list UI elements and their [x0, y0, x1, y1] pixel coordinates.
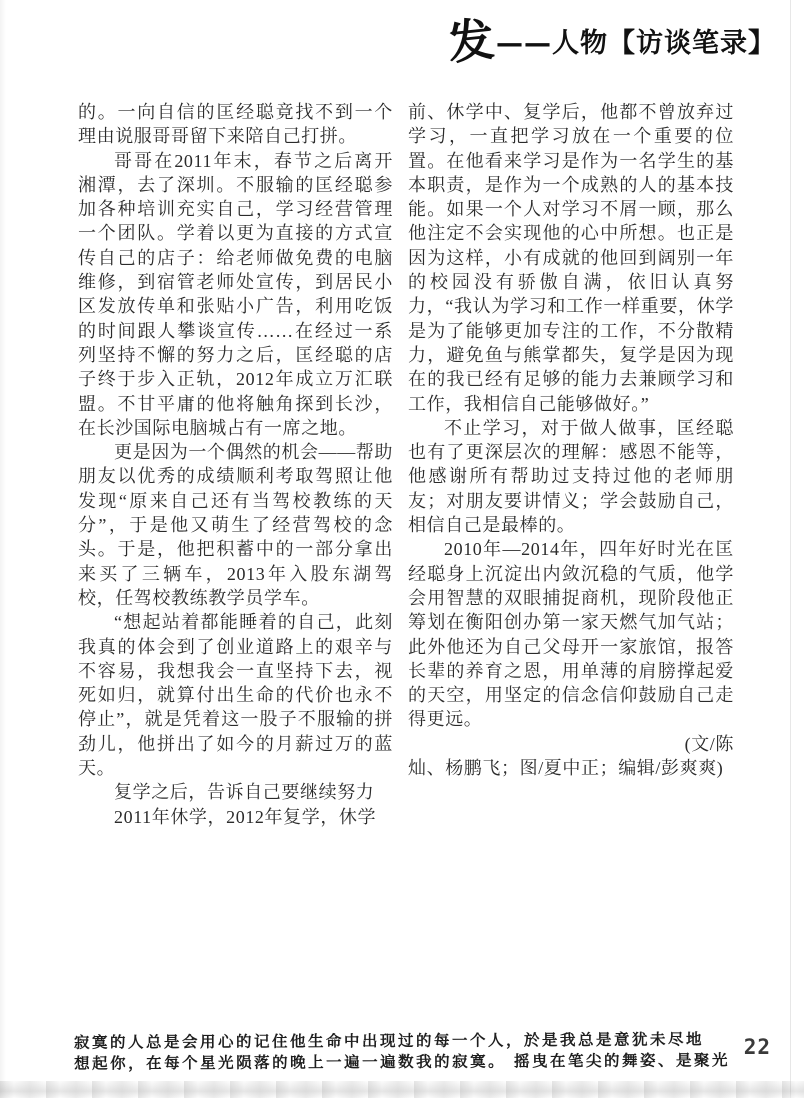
page-number: 22	[743, 1035, 771, 1059]
right-column	[408, 100, 734, 780]
article-paragraph: 的。一向自信的匡经聪竟找不到一个理由说服哥哥留下来陪自己打拼。	[78, 102, 393, 147]
scan-edge-left	[0, 0, 6, 1098]
scan-shadow	[0, 1081, 804, 1098]
article-paragraph: 2010年—2014年，四年好时光在匡经聪身上沉淀出内敛沉稳的气质，他学会用智慧的双眼捕捉商机，现阶段他正筹划在衡阳创办第一家天燃气加气站；此外他还为自己父母开一家旅馆，报答长辈的养育之恩，用单薄的肩膀撑起爱的天空，用坚定的信念信仰鼓励自己走得更远。	[408, 539, 734, 730]
page-header	[445, 11, 776, 71]
article-subheading: 复学之后，告诉自己要继续努力	[114, 782, 375, 803]
page-edge-line	[790, 0, 791, 1098]
article-paragraph: 前、休学中、复学后，他都不曾放弃过学习，一直把学习放在一个重要的位置。在他看来学习是作为一名学生的基本职责，是作为一个成熟的人的基本技能。如果一个人对学习不屑一顾，那么他注定不会实现他的心中所想。也正是因为这样，小有成就的他回到阔别一年的校园没有骄傲自满，依旧认真努力，“我认为学习和工作一样重要，休学是为了能够更加专注的工作，不分散精力，避免鱼与熊掌都失，复学是因为现在的我已经有足够的能力去兼顾学习和工作，我相信自己能够做好。”	[408, 102, 734, 414]
magazine-logo: 发	[445, 11, 497, 71]
section-title: ——人物【访谈笔录】	[496, 28, 776, 59]
article-paragraph: 不止学习，对于做人做事，匡经聪也有了更深层次的理解：感恩不能等，他感谢所有帮助过支持过他的老师朋友；对朋友要讲情义；学会鼓励自己，相信自己是最棒的。	[408, 417, 734, 536]
credit-line: (文/陈	[684, 733, 734, 754]
left-column	[78, 100, 393, 829]
article-paragraph: “想起站着都能睡着的自己，此刻我真的体会到了创业道路上的艰辛与不容易，我想我会一直坚持下去，视死如归，就算付出生命的代价也永不停止”，就是凭着这一股子不服输的拼劲儿，他拼出了如今的月薪过万的蓝天。	[78, 612, 393, 779]
article-paragraph: 2011年休学，2012年复学，休学	[114, 806, 377, 827]
handwritten-footer-line: 寂寞的人总是会用心的记住他生命中出现过的每一个人，於是我总是意犹未尽地	[73, 1030, 705, 1052]
handwritten-footer-line: 想起你，在每个星光陨落的晚上一遍一遍数我的寂寞。 摇曳在笔尖的舞姿、是聚光	[74, 1051, 731, 1073]
handwritten-footer	[74, 1029, 742, 1074]
article-paragraph: 更是因为一个偶然的机会——帮助朋友以优秀的成绩顺利考取驾照让他发现“原来自己还有当驾校教练的天分”，于是他又萌生了经营驾校的念头。于是，他把积蓄中的一部分拿出来买了三辆车，2013年入股东湖驾校，任驾校教练教学员学车。	[78, 442, 393, 608]
credit-line: 灿、杨鹏飞；图/夏中正；编辑/彭爽爽)	[408, 758, 724, 779]
article-paragraph: 哥哥在2011年末，春节之后离开湘潭，去了深圳。不服输的匡经聪参加各种培训充实自己，学习经营管理一个团队。学着以更为直接的方式宣传自己的店子：给老师做免费的电脑维修，到宿管老师处宣传，到居民小区发放传单和张贴小广告，利用吃饭的时间跟人攀谈宣传……在经过一系列坚持不懈的努力之后，匡经聪的店子终于步入正轨，2012年成立万汇联盟。不甘平庸的他将触角探到长沙，在长沙国际电脑城占有一席之地。	[78, 150, 393, 438]
